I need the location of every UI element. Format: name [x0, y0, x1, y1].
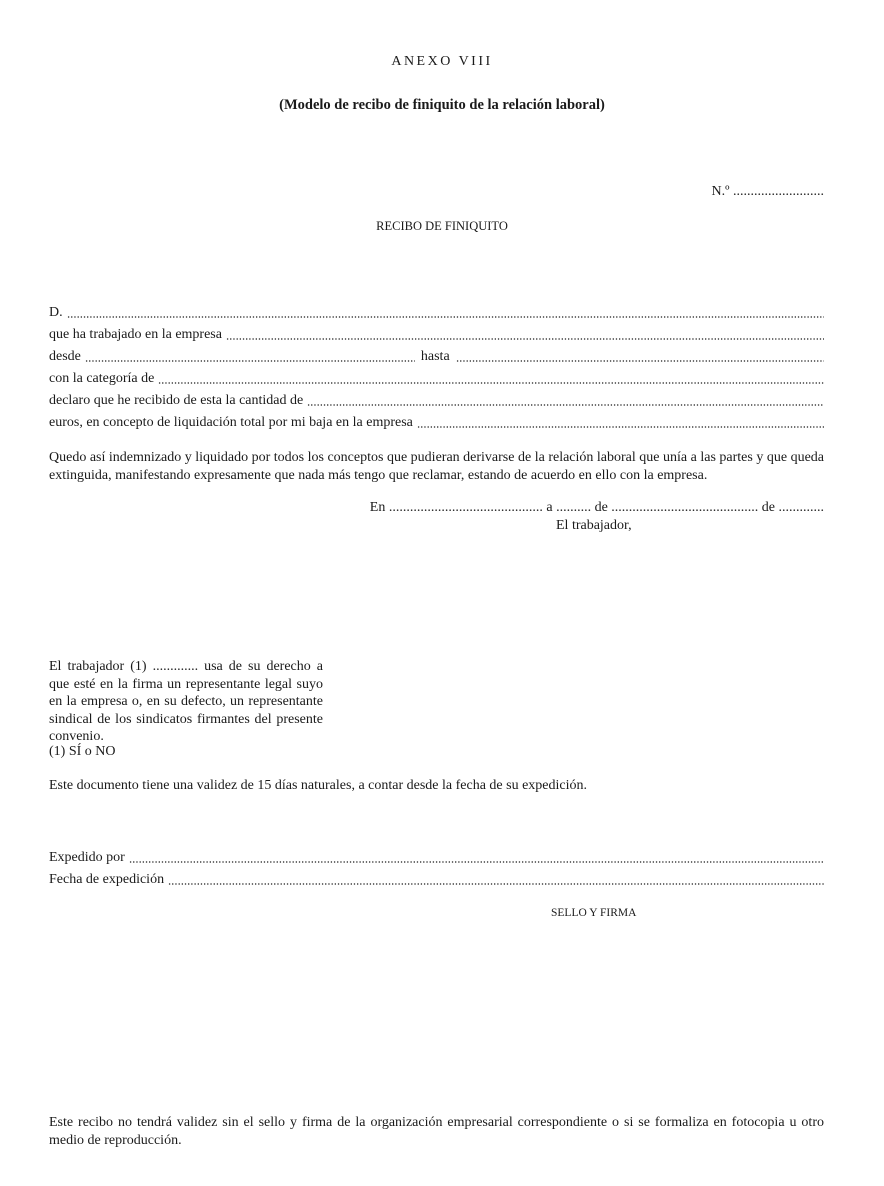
to-label: hasta — [420, 349, 450, 364]
name-dotted-fill — [67, 316, 824, 318]
category-dotted-fill — [158, 382, 824, 384]
company-line — [49, 325, 824, 345]
name-label: D. — [49, 305, 63, 320]
settlement-paragraph: Quedo así indemnizado y liquidado por todos los conceptos que pudieran derivarse de la relación laboral que unía a las partes y que queda extinguida, manifestando expresamente que nada más tengo que reclamar, estando de acuerdo en ello con la empresa. — [49, 450, 824, 483]
issue-date-label: Fecha de expedición — [49, 872, 165, 887]
from-label: desde — [49, 349, 81, 364]
company-dotted-fill — [226, 338, 824, 340]
place-date-line: En ............................................ a .......... de .......................................... de ............. — [369, 500, 824, 515]
footer-disclaimer: Este recibo no tendrá validez sin el sello y firma de la organización empresarial correspondiente o si se formaliza en fotocopia u otro medio de reproducción. — [49, 1115, 824, 1148]
receipt-number: N.º .......................... — [711, 184, 824, 199]
company-label: que ha trabajado en la empresa — [49, 327, 222, 342]
annex-heading: ANEXO VIII — [391, 54, 493, 69]
category-line — [49, 369, 824, 389]
representation-note: El trabajador (1) ............. usa de su derecho a que esté en la firma un representante legal suyo en la empresa o, en su defecto, un representante sindical de los sindicatos firmantes del presente convenio. — [49, 659, 323, 744]
issue-date-line — [49, 870, 824, 890]
amount-line — [49, 391, 824, 411]
from-dotted-fill — [85, 360, 415, 362]
to-dotted-fill — [456, 360, 824, 362]
note-footnote: (1) SÍ o NO — [49, 744, 116, 759]
worker-signature-label: El trabajador, — [556, 518, 632, 533]
validity-statement: Este documento tiene una validez de 15 días naturales, a contar desde la fecha de su expedición. — [49, 778, 588, 793]
amount-label: declaro que he recibido de esta la cantidad de — [49, 393, 304, 408]
name-line — [49, 303, 824, 323]
document-subtitle: (Modelo de recibo de finiquito de la relación laboral) — [279, 97, 605, 113]
category-label: con la categoría de — [49, 371, 155, 386]
concept-line — [49, 413, 824, 433]
seal-signature-label: SELLO Y FIRMA — [551, 907, 637, 919]
amount-dotted-fill — [307, 404, 824, 406]
period-line — [49, 347, 824, 367]
issued-by-dotted-fill — [129, 861, 824, 863]
issue-date-dotted-fill — [168, 883, 824, 885]
receipt-title: RECIBO DE FINIQUITO — [376, 219, 508, 233]
concept-label: euros, en concepto de liquidación total por mi baja en la empresa — [49, 415, 413, 430]
issued-by-label: Expedido por — [49, 850, 125, 865]
concept-dotted-fill — [417, 426, 824, 428]
issued-by-line — [49, 848, 824, 868]
